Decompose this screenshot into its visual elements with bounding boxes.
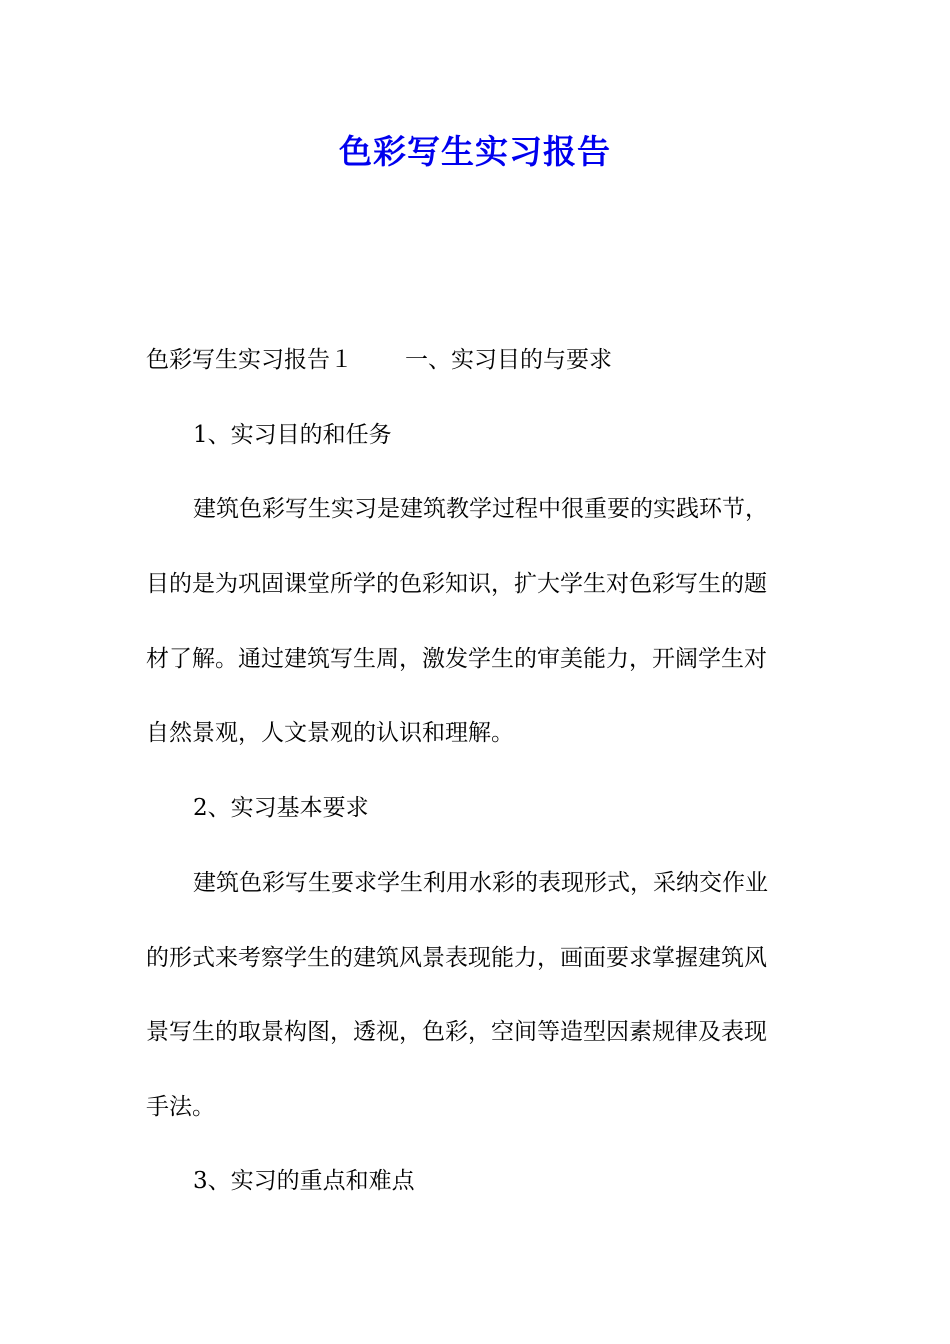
paragraph-line: 材了解。通过建筑写生周，激发学生的审美能力，开阔学生对 <box>146 646 767 672</box>
paragraph-line: 建筑色彩写生要求学生利用水彩的表现形式，采纳交作业 <box>193 870 768 896</box>
report-subtitle: 色彩写生实习报告１ <box>146 347 353 373</box>
paragraph-line: 建筑色彩写生实习是建筑教学过程中很重要的实践环节， <box>193 496 768 522</box>
paragraph-line: 目的是为巩固课堂所学的色彩知识，扩大学生对色彩写生的题 <box>146 571 767 597</box>
paragraph-line: 景写生的取景构图，透视，色彩，空间等造型因素规律及表现 <box>146 1019 767 1045</box>
paragraph-line: 手法。 <box>146 1094 215 1120</box>
document-title: 色彩写生实习报告 <box>339 132 611 171</box>
subsection-heading-1: 1、实习目的和任务 <box>193 422 392 448</box>
section-heading: 一、实习目的与要求 <box>405 347 612 373</box>
paragraph-line: 的形式来考察学生的建筑风景表现能力，画面要求掌握建筑风 <box>146 945 767 971</box>
subsection-heading-3: 3、实习的重点和难点 <box>193 1168 415 1194</box>
paragraph-line: 自然景观，人文景观的认识和理解。 <box>146 720 514 746</box>
report-heading-line <box>146 345 612 375</box>
subsection-heading-2: 2、实习基本要求 <box>193 795 369 821</box>
